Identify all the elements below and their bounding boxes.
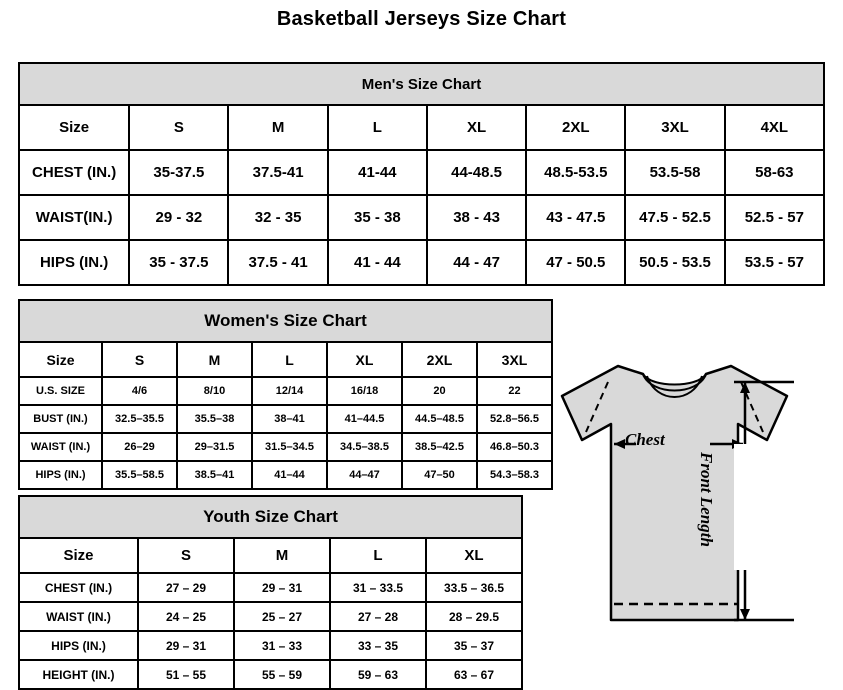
cell-chest-s: 27 – 29 <box>138 573 234 602</box>
cell-chest-m: 37.5-41 <box>228 150 327 195</box>
womens-chart-caption: Women's Size Chart <box>19 300 552 342</box>
row-label-chest: CHEST (IN.) <box>19 573 138 602</box>
mens-size-chart-table <box>18 62 825 286</box>
cell-ussize-2xl: 20 <box>402 377 477 405</box>
cell-chest-l: 31 – 33.5 <box>330 573 426 602</box>
column-header-m: M <box>228 105 327 150</box>
cell-hips-s: 35.5–58.5 <box>102 461 177 489</box>
cell-waist-s: 24 – 25 <box>138 602 234 631</box>
cell-waist-2xl: 43 - 47.5 <box>526 195 625 240</box>
cell-waist-4xl: 52.5 - 57 <box>725 195 824 240</box>
cell-waist-s: 26–29 <box>102 433 177 461</box>
table-header-row <box>19 342 552 377</box>
column-header-l: L <box>328 105 427 150</box>
column-header-m: M <box>234 538 330 573</box>
cell-waist-2xl: 38.5–42.5 <box>402 433 477 461</box>
cell-chest-xl: 44-48.5 <box>427 150 526 195</box>
cell-hips-s: 35 - 37.5 <box>129 240 228 285</box>
row-label-bust: BUST (IN.) <box>19 405 102 433</box>
mens-chart-caption: Men's Size Chart <box>19 63 824 105</box>
column-header-s: S <box>138 538 234 573</box>
youth-size-chart-table <box>18 495 523 690</box>
cell-ussize-3xl: 22 <box>477 377 552 405</box>
table-row <box>19 602 522 631</box>
cell-chest-3xl: 53.5-58 <box>625 150 724 195</box>
cell-waist-l: 35 - 38 <box>328 195 427 240</box>
column-header-l: L <box>252 342 327 377</box>
cell-hips-s: 29 – 31 <box>138 631 234 660</box>
column-header-4xl: 4XL <box>725 105 824 150</box>
cell-bust-2xl: 44.5–48.5 <box>402 405 477 433</box>
cell-hips-l: 41 - 44 <box>328 240 427 285</box>
row-label-height: HEIGHT (IN.) <box>19 660 138 689</box>
cell-waist-xl: 28 – 29.5 <box>426 602 522 631</box>
cell-height-l: 59 – 63 <box>330 660 426 689</box>
table-row <box>19 195 824 240</box>
front-length-measure-label: Front Length <box>697 452 716 547</box>
cell-hips-3xl: 54.3–58.3 <box>477 461 552 489</box>
cell-hips-2xl: 47–50 <box>402 461 477 489</box>
row-label-hips: HIPS (IN.) <box>19 461 102 489</box>
cell-hips-xl: 44–47 <box>327 461 402 489</box>
column-header-size: Size <box>19 342 102 377</box>
cell-chest-m: 29 – 31 <box>234 573 330 602</box>
table-row <box>19 433 552 461</box>
row-label-hips: HIPS (IN.) <box>19 631 138 660</box>
table-header-row <box>19 105 824 150</box>
cell-waist-m: 29–31.5 <box>177 433 252 461</box>
table-row <box>19 405 552 433</box>
column-header-size: Size <box>19 538 138 573</box>
cell-waist-xl: 38 - 43 <box>427 195 526 240</box>
cell-chest-s: 35-37.5 <box>129 150 228 195</box>
cell-hips-xl: 35 – 37 <box>426 631 522 660</box>
table-caption-row <box>19 300 552 342</box>
cell-hips-2xl: 47 - 50.5 <box>526 240 625 285</box>
cell-waist-3xl: 47.5 - 52.5 <box>625 195 724 240</box>
cell-waist-l: 31.5–34.5 <box>252 433 327 461</box>
womens-size-chart-table <box>18 299 553 490</box>
row-label-chest: CHEST (IN.) <box>19 150 129 195</box>
cell-chest-l: 41-44 <box>328 150 427 195</box>
jersey-measurement-diagram <box>548 352 834 672</box>
column-header-xl: XL <box>327 342 402 377</box>
jersey-shirt-icon <box>548 352 834 672</box>
table-caption-row <box>19 63 824 105</box>
row-label-us-size: U.S. SIZE <box>19 377 102 405</box>
row-label-hips: HIPS (IN.) <box>19 240 129 285</box>
cell-ussize-l: 12/14 <box>252 377 327 405</box>
column-header-m: M <box>177 342 252 377</box>
cell-waist-m: 25 – 27 <box>234 602 330 631</box>
column-header-2xl: 2XL <box>402 342 477 377</box>
cell-waist-l: 27 – 28 <box>330 602 426 631</box>
row-label-waist: WAIST(IN.) <box>19 195 129 240</box>
cell-hips-m: 31 – 33 <box>234 631 330 660</box>
cell-height-xl: 63 – 67 <box>426 660 522 689</box>
column-header-2xl: 2XL <box>526 105 625 150</box>
table-header-row <box>19 538 522 573</box>
table-caption-row <box>19 496 522 538</box>
cell-ussize-s: 4/6 <box>102 377 177 405</box>
cell-height-s: 51 – 55 <box>138 660 234 689</box>
table-row <box>19 631 522 660</box>
row-label-waist: WAIST (IN.) <box>19 602 138 631</box>
cell-height-m: 55 – 59 <box>234 660 330 689</box>
cell-waist-m: 32 - 35 <box>228 195 327 240</box>
table-row <box>19 150 824 195</box>
table-row <box>19 377 552 405</box>
cell-hips-m: 38.5–41 <box>177 461 252 489</box>
cell-hips-l: 33 – 35 <box>330 631 426 660</box>
column-header-xl: XL <box>427 105 526 150</box>
cell-chest-2xl: 48.5-53.5 <box>526 150 625 195</box>
cell-bust-m: 35.5–38 <box>177 405 252 433</box>
cell-waist-s: 29 - 32 <box>129 195 228 240</box>
cell-bust-s: 32.5–35.5 <box>102 405 177 433</box>
cell-bust-3xl: 52.8–56.5 <box>477 405 552 433</box>
youth-chart-caption: Youth Size Chart <box>19 496 522 538</box>
column-header-xl: XL <box>426 538 522 573</box>
cell-hips-l: 41–44 <box>252 461 327 489</box>
page-title: Basketball Jerseys Size Chart <box>276 8 567 30</box>
table-row <box>19 573 522 602</box>
column-header-3xl: 3XL <box>477 342 552 377</box>
cell-hips-xl: 44 - 47 <box>427 240 526 285</box>
column-header-l: L <box>330 538 426 573</box>
cell-bust-l: 38–41 <box>252 405 327 433</box>
cell-waist-xl: 34.5–38.5 <box>327 433 402 461</box>
column-header-size: Size <box>19 105 129 150</box>
cell-hips-4xl: 53.5 - 57 <box>725 240 824 285</box>
table-row <box>19 240 824 285</box>
cell-hips-m: 37.5 - 41 <box>228 240 327 285</box>
column-header-s: S <box>129 105 228 150</box>
column-header-3xl: 3XL <box>625 105 724 150</box>
cell-waist-3xl: 46.8–50.3 <box>477 433 552 461</box>
cell-ussize-m: 8/10 <box>177 377 252 405</box>
cell-chest-xl: 33.5 – 36.5 <box>426 573 522 602</box>
cell-bust-xl: 41–44.5 <box>327 405 402 433</box>
cell-hips-3xl: 50.5 - 53.5 <box>625 240 724 285</box>
table-row <box>19 660 522 689</box>
cell-chest-4xl: 58-63 <box>725 150 824 195</box>
cell-ussize-xl: 16/18 <box>327 377 402 405</box>
chest-measure-label: Chest <box>625 430 665 449</box>
table-row <box>19 461 552 489</box>
column-header-s: S <box>102 342 177 377</box>
row-label-waist: WAIST (IN.) <box>19 433 102 461</box>
